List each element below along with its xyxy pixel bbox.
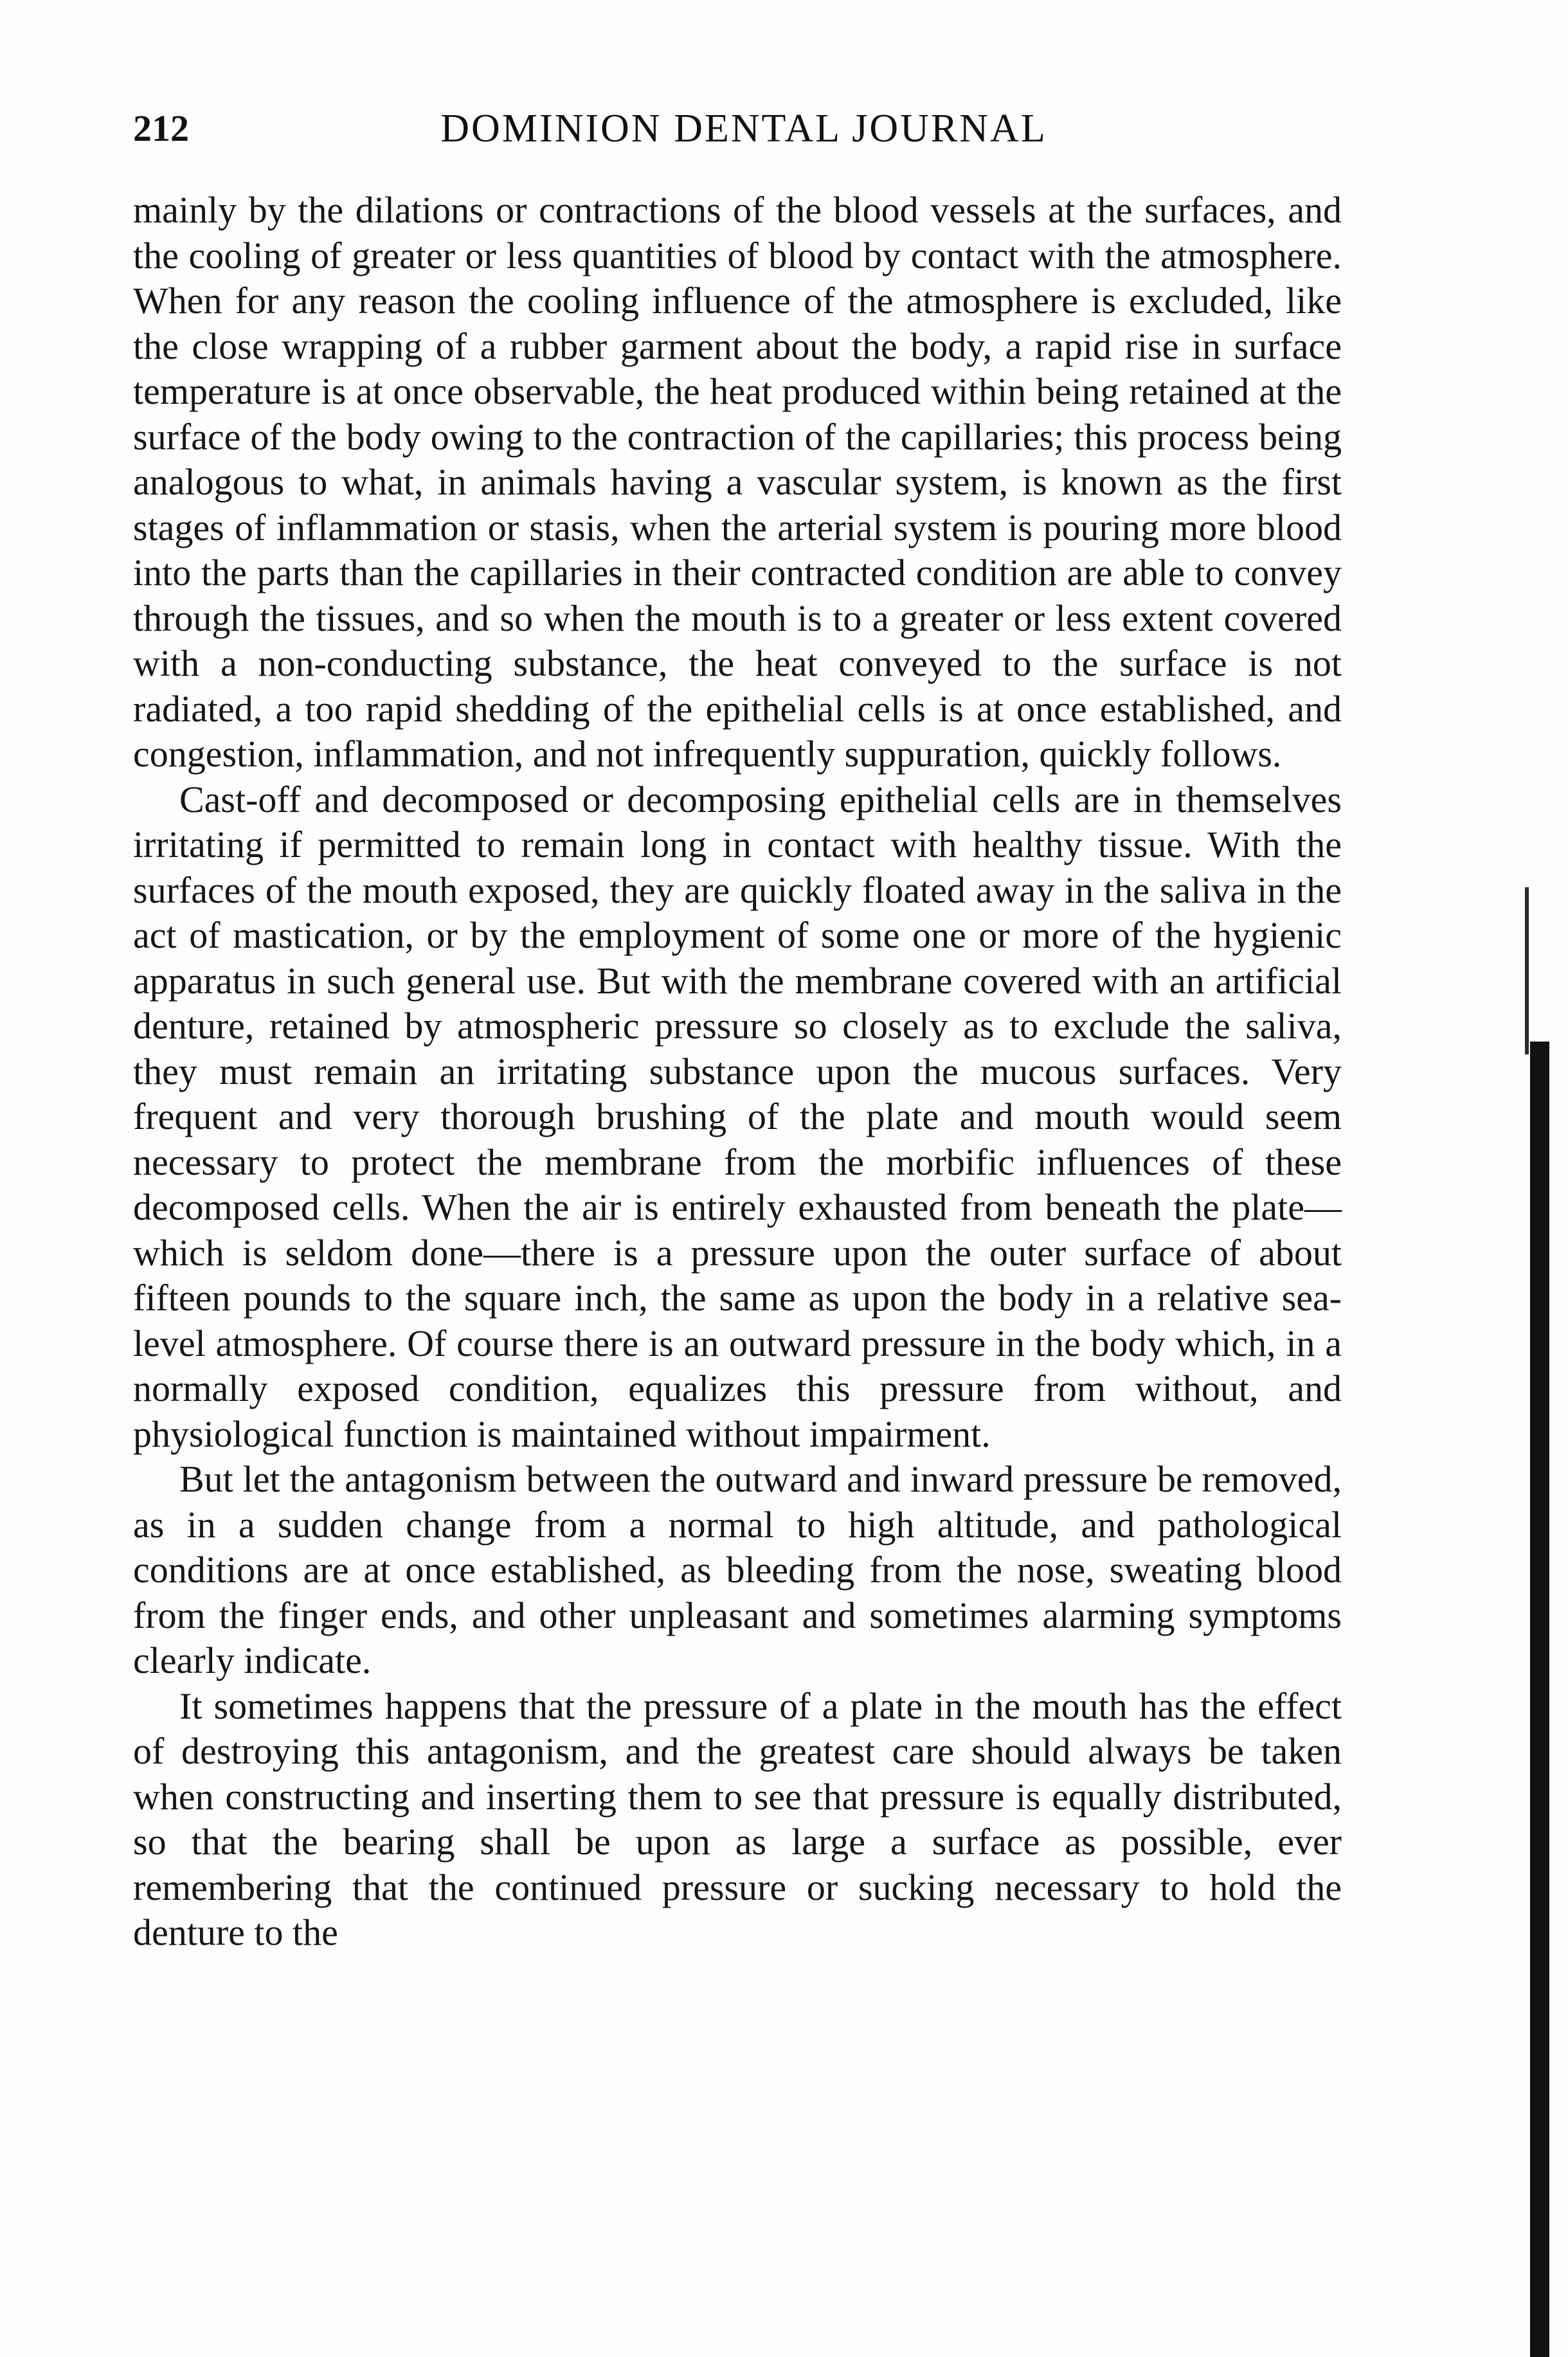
running-head bbox=[133, 103, 1355, 154]
paragraph-plate-pressure: It sometimes happens that the pressure of a plate in the mouth has the effect of destroying this antagonism, and the greatest care should always be taken when constructing and inserting them to see that pressure is equally distributed, so that the bearing shall be upon as large a surface as possible, ever remembering that the continued pressure or sucking necessary to hold the denture to the bbox=[133, 1684, 1342, 1953]
paragraph-continued: mainly by the dilations or contractions of the blood vessels at the surfaces, and the cooling of greater or less quantities of blood by contact with the atmosphere. When for any reason the cooling influence of the atmosphere is excluded, like the close wrapping of a rubber garment about the body, a rapid rise in surface temperature is at once observable, the heat produced within being retained at the surface of the body owing to the contraction of the capillaries; this process being analogous to what, in animals having a vascular system, is known as the first stages of inflammation or stasis, when the arterial system is pouring more blood into the parts than the capillaries in their contracted condition are able to convey through the tissues, and so when the mouth is to a greater or less extent covered with a non-conducting substance, the heat conveyed to the surface is not radiated, a too rapid shedding of the epithelial cells is at once established, and congestion, inflammation, and not infrequently suppuration, quickly follows. bbox=[133, 189, 1342, 775]
paragraph-antagonism: But let the antagonism between the outward and inward pressure be removed, as in a sudden change from a normal to high altitude, and pathological conditions are at once established, as bleeding from the nose, sweating blood from the finger ends, and other unpleasant and sometimes alarming symptoms clearly indicate. bbox=[133, 1458, 1342, 1681]
scan-edge-shadow-thin bbox=[1525, 887, 1529, 1054]
page-number: 212 bbox=[133, 107, 189, 149]
article-body bbox=[133, 188, 1342, 1956]
journal-title: DOMINION DENTAL JOURNAL bbox=[440, 107, 1047, 150]
paragraph-epithelial-cells: Cast-off and decomposed or decomposing epithelial cells are in themselves irritating if permitted to remain long in contact with healthy tissue. With the surfaces of the mouth exposed, they are quickly floated away in the saliva in the act of mastication, or by the employment of some one or more of the hygienic apparatus in such general use. But with the membrane covered with an artificial denture, retained by atmospheric pressure so closely as to exclude the saliva, they must remain an irritating substance upon the mucous surfaces. Very frequent and very thorough brushing of the plate and mouth would seem necessary to protect the membrane from the morbific influences of these decomposed cells. When the air is entirely exhausted from beneath the plate—which is seldom done—there is a pressure upon the outer surface of about fifteen pounds to the square inch, the same as upon the body in a relative sea-level atmosphere. Of course there is an outward pressure in the body which, in a normally exposed condition, equalizes this pressure from without, and physiological function is maintained without impairment. bbox=[133, 778, 1342, 1455]
scan-edge-shadow bbox=[1530, 1042, 1549, 2357]
